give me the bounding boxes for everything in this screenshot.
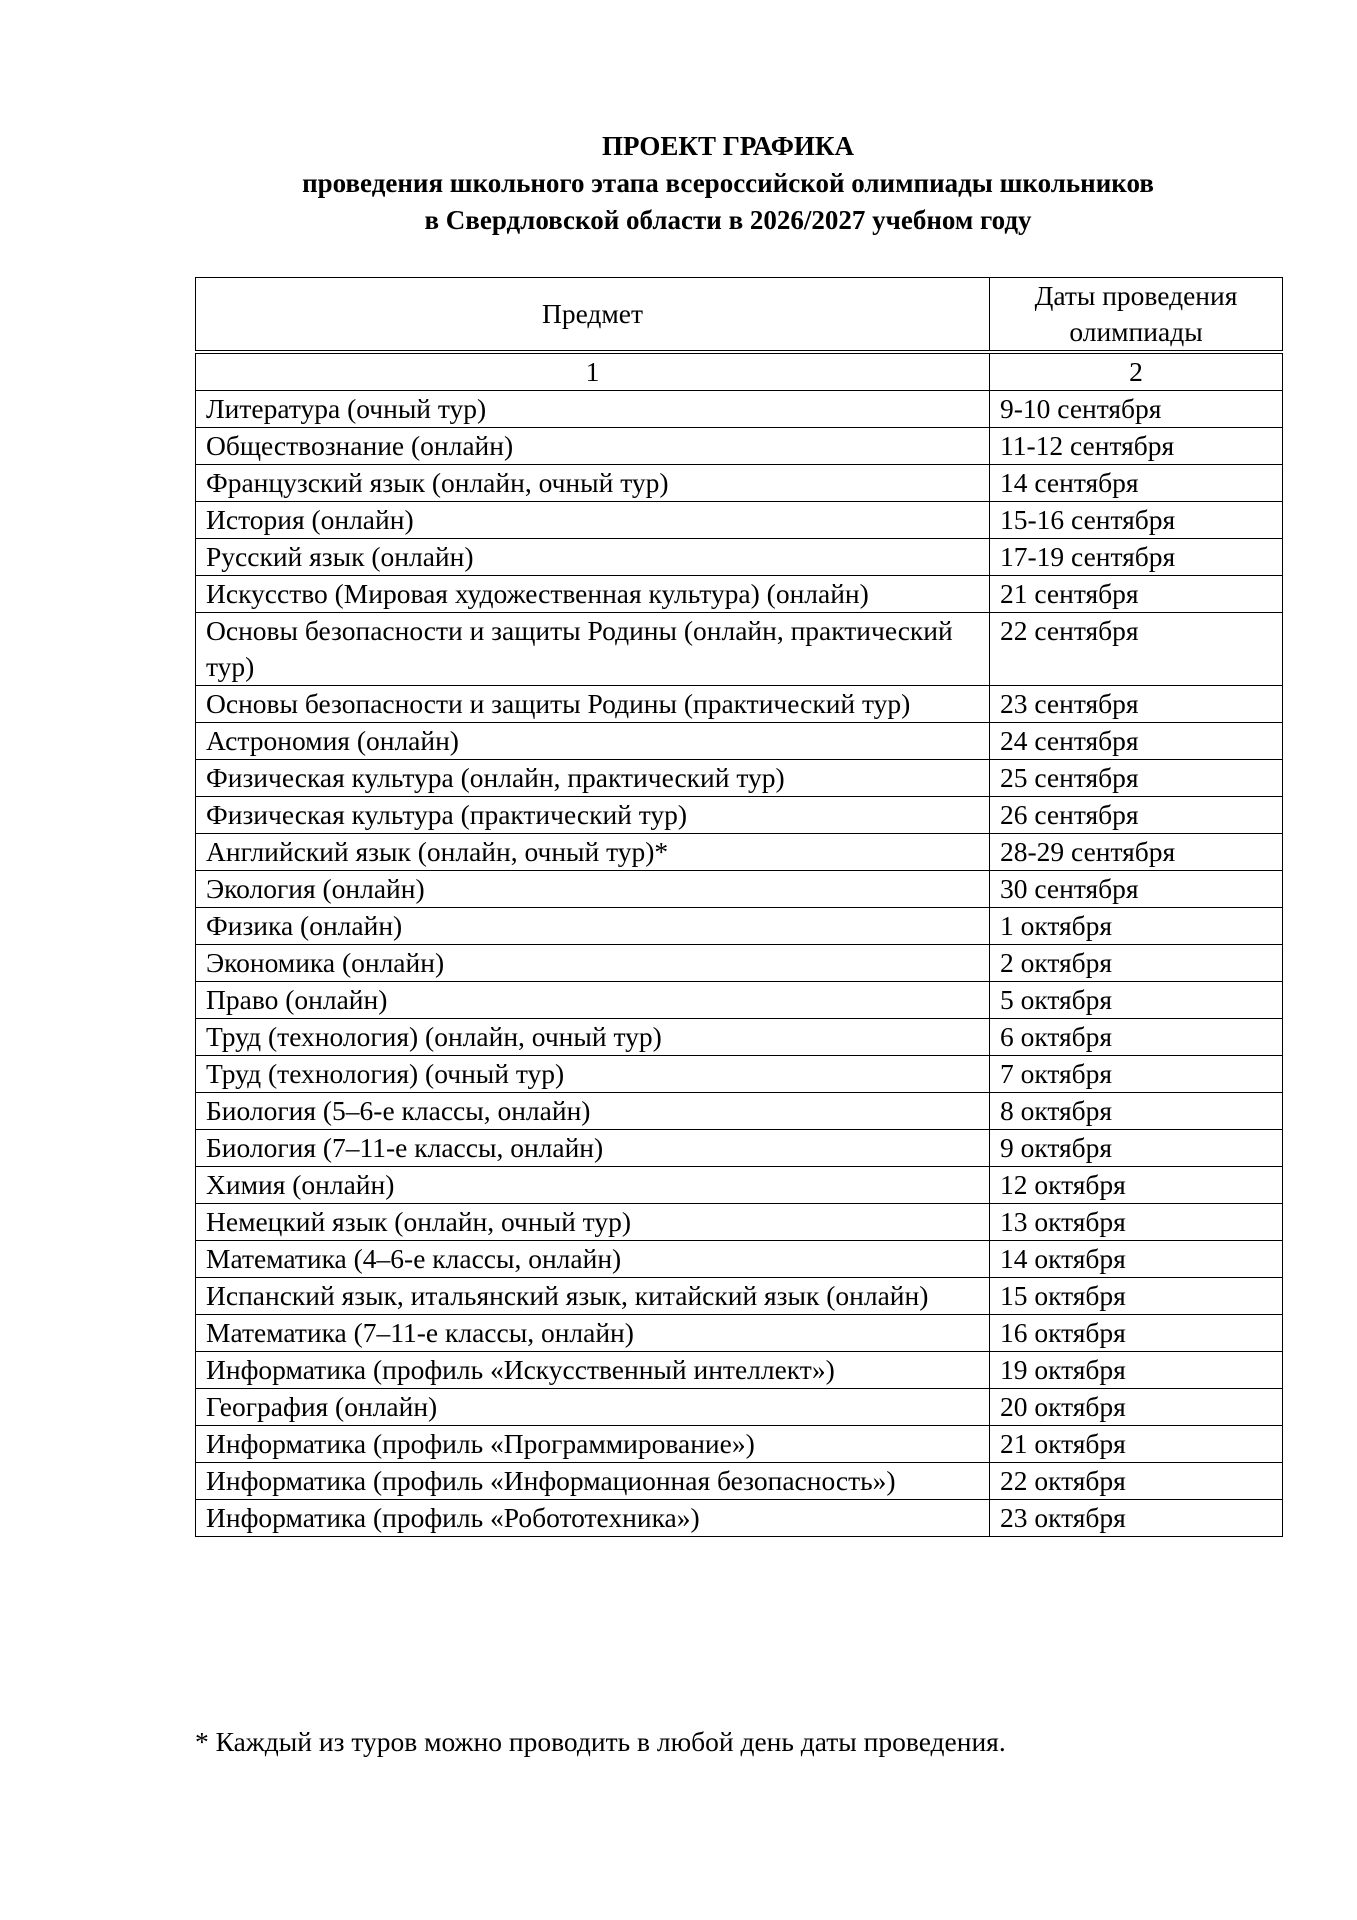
date-cell: 1 октября xyxy=(990,908,1283,945)
subject-cell: Немецкий язык (онлайн, очный тур) xyxy=(196,1204,990,1241)
subject-cell: Биология (5–6-е классы, онлайн) xyxy=(196,1093,990,1130)
subject-cell: Английский язык (онлайн, очный тур)* xyxy=(196,834,990,871)
table-row xyxy=(196,1204,1283,1241)
table-row xyxy=(196,834,1283,871)
date-cell: 22 сентября xyxy=(990,613,1283,686)
column-number-row xyxy=(196,352,1283,391)
table-row xyxy=(196,1500,1283,1537)
date-cell: 16 октября xyxy=(990,1315,1283,1352)
table-row xyxy=(196,1389,1283,1426)
table-row xyxy=(196,982,1283,1019)
subject-cell: Физическая культура (онлайн, практический тур) xyxy=(196,760,990,797)
subject-cell: Экономика (онлайн) xyxy=(196,945,990,982)
subject-cell: Труд (технология) (очный тур) xyxy=(196,1056,990,1093)
column-number-1: 1 xyxy=(196,352,990,391)
date-cell: 28-29 сентября xyxy=(990,834,1283,871)
date-cell: 19 октября xyxy=(990,1352,1283,1389)
table-row xyxy=(196,428,1283,465)
subject-cell: Физическая культура (практический тур) xyxy=(196,797,990,834)
table-row xyxy=(196,613,1283,686)
date-cell: 21 октября xyxy=(990,1426,1283,1463)
table-row xyxy=(196,1352,1283,1389)
subject-cell: Информатика (профиль «Искусственный интеллект») xyxy=(196,1352,990,1389)
subject-cell: Химия (онлайн) xyxy=(196,1167,990,1204)
table-row xyxy=(196,1056,1283,1093)
table-row xyxy=(196,1426,1283,1463)
date-cell: 6 октября xyxy=(990,1019,1283,1056)
date-cell: 22 октября xyxy=(990,1463,1283,1500)
table-row xyxy=(196,945,1283,982)
date-cell: 2 октября xyxy=(990,945,1283,982)
date-cell: 23 сентября xyxy=(990,686,1283,723)
table-row xyxy=(196,1241,1283,1278)
date-cell: 20 октября xyxy=(990,1389,1283,1426)
subject-cell: Физика (онлайн) xyxy=(196,908,990,945)
table-row xyxy=(196,1130,1283,1167)
date-cell: 9-10 сентября xyxy=(990,391,1283,428)
title-line-2: проведения школьного этапа всероссийской олимпиады школьников xyxy=(302,168,1154,198)
subject-cell: География (онлайн) xyxy=(196,1389,990,1426)
table-row xyxy=(196,391,1283,428)
date-cell: 21 сентября xyxy=(990,576,1283,613)
table-row xyxy=(196,539,1283,576)
date-cell: 5 октября xyxy=(990,982,1283,1019)
footnote: * Каждый из туров можно проводить в любой день даты проведения. xyxy=(195,1726,1006,1757)
date-cell: 24 сентября xyxy=(990,723,1283,760)
table-row xyxy=(196,1315,1283,1352)
table-row xyxy=(196,576,1283,613)
date-cell: 30 сентября xyxy=(990,871,1283,908)
date-cell: 14 сентября xyxy=(990,465,1283,502)
date-cell: 15 октября xyxy=(990,1278,1283,1315)
date-cell: 11-12 сентября xyxy=(990,428,1283,465)
date-cell: 26 сентября xyxy=(990,797,1283,834)
table-row xyxy=(196,686,1283,723)
table-row xyxy=(196,797,1283,834)
subject-cell: История (онлайн) xyxy=(196,502,990,539)
table-row xyxy=(196,1167,1283,1204)
date-cell: 7 октября xyxy=(990,1056,1283,1093)
subject-cell: Математика (7–11-е классы, онлайн) xyxy=(196,1315,990,1352)
date-cell: 13 октября xyxy=(990,1204,1283,1241)
title-line-1: ПРОЕКТ ГРАФИКА xyxy=(602,131,854,161)
date-cell: 23 октября xyxy=(990,1500,1283,1537)
date-cell: 17-19 сентября xyxy=(990,539,1283,576)
subject-cell: Астрономия (онлайн) xyxy=(196,723,990,760)
date-cell: 9 октября xyxy=(990,1130,1283,1167)
date-cell: 8 октября xyxy=(990,1093,1283,1130)
subject-cell: Математика (4–6-е классы, онлайн) xyxy=(196,1241,990,1278)
header-subject: Предмет xyxy=(196,278,990,353)
subject-cell: Искусство (Мировая художественная культура) (онлайн) xyxy=(196,576,990,613)
table-row xyxy=(196,1278,1283,1315)
table-row xyxy=(196,760,1283,797)
table-row xyxy=(196,1463,1283,1500)
date-cell: 12 октября xyxy=(990,1167,1283,1204)
subject-cell: Информатика (профиль «Программирование») xyxy=(196,1426,990,1463)
table-row xyxy=(196,1093,1283,1130)
subject-cell: Экология (онлайн) xyxy=(196,871,990,908)
title-line-3: в Свердловской области в 2026/2027 учебном году xyxy=(424,205,1032,235)
subject-cell: Информатика (профиль «Информационная безопасность») xyxy=(196,1463,990,1500)
subject-cell: Испанский язык, итальянский язык, китайский язык (онлайн) xyxy=(196,1278,990,1315)
column-number-2: 2 xyxy=(990,352,1283,391)
subject-cell: Биология (7–11-е классы, онлайн) xyxy=(196,1130,990,1167)
date-cell: 15-16 сентября xyxy=(990,502,1283,539)
date-cell: 14 октября xyxy=(990,1241,1283,1278)
subject-cell: Обществознание (онлайн) xyxy=(196,428,990,465)
subject-cell: Основы безопасности и защиты Родины (практический тур) xyxy=(196,686,990,723)
subject-cell: Право (онлайн) xyxy=(196,982,990,1019)
subject-cell: Труд (технология) (онлайн, очный тур) xyxy=(196,1019,990,1056)
subject-cell: Французский язык (онлайн, очный тур) xyxy=(196,465,990,502)
subject-cell: Основы безопасности и защиты Родины (онлайн, практический тур) xyxy=(196,613,990,686)
schedule-table xyxy=(195,277,1283,1537)
table-row xyxy=(196,908,1283,945)
subject-cell: Информатика (профиль «Робототехника») xyxy=(196,1500,990,1537)
table-row xyxy=(196,465,1283,502)
subject-cell: Литература (очный тур) xyxy=(196,391,990,428)
document-title xyxy=(0,128,1357,239)
subject-cell: Русский язык (онлайн) xyxy=(196,539,990,576)
table-row xyxy=(196,1019,1283,1056)
table-row xyxy=(196,871,1283,908)
date-cell: 25 сентября xyxy=(990,760,1283,797)
table-row xyxy=(196,502,1283,539)
table-header-row xyxy=(196,278,1283,353)
header-dates: Даты проведения олимпиады xyxy=(990,278,1283,353)
table-row xyxy=(196,723,1283,760)
